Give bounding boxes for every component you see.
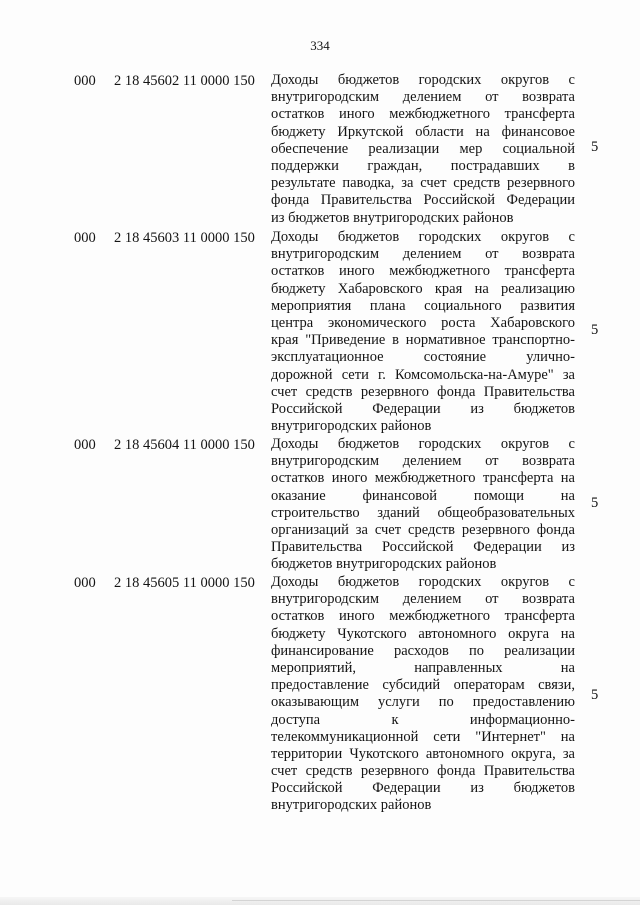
description-line: дорожной сети г. Комсомольска-на-Амуре" за (271, 366, 575, 383)
description-line: счет средств резервного фонда Правительства (271, 763, 575, 780)
description-line: остатков иного межбюджетного трансферта (271, 106, 575, 123)
page-number: 334 (310, 38, 330, 53)
admin-code: 000 (74, 575, 96, 591)
description-line: мероприятий, направленных на (271, 659, 575, 676)
description-line: телекоммуникационной сети "Интернет" на (271, 728, 575, 745)
amount: 5 (591, 322, 599, 338)
description-line: Доходы бюджетов городских округов с (271, 436, 575, 452)
description-line: эксплуатационное состояние улично- (271, 349, 575, 366)
description-line: Правительства Российской Федерации из (271, 539, 575, 556)
description-line: оказывающим услуги по предоставлению (271, 694, 575, 711)
description-line: внутригородским делением от возврата (271, 591, 575, 608)
description-line: центра экономического роста Хабаровского (271, 314, 575, 331)
description-line: остатков иного межбюджетного трансферта на (271, 470, 575, 487)
description-line: Доходы бюджетов городских округов с (271, 229, 575, 245)
description-line: счет средств резервного фонда Правительства (271, 383, 575, 400)
description-line: внутригородским делением от возврата (271, 246, 575, 263)
classification-code: 2 18 45604 11 0000 150 (114, 437, 255, 453)
scan-bottom-edge (0, 897, 640, 905)
description-line: поддержки граждан, пострадавших в (271, 157, 575, 174)
description-line: финансирование расходов по реализации (271, 642, 575, 659)
description-line: территории Чукотского автономного округа, за (271, 745, 575, 762)
scan-artifact-line (232, 900, 640, 901)
description-line: остатков иного межбюджетного трансферта (271, 608, 575, 625)
admin-code: 000 (74, 73, 96, 89)
description-line: внутригородских районов (271, 797, 432, 814)
description-line: бюджету Чукотского автономного округа на (271, 625, 575, 642)
description-line: строительство зданий общеобразовательных (271, 504, 575, 521)
description-line: края "Приведение в нормативное транспортно- (271, 332, 575, 349)
description-line: предоставление субсидий операторам связи, (271, 677, 575, 694)
entry-description (271, 574, 575, 815)
description-line: Российской Федерации из бюджетов (271, 780, 575, 797)
description-line: бюджету Иркутской области на финансовое (271, 123, 575, 140)
description-line: обеспечение реализации мер социальной (271, 140, 575, 157)
admin-code: 000 (74, 230, 96, 246)
description-line: остатков иного межбюджетного трансферта (271, 263, 575, 280)
description-line: Доходы бюджетов городских округов с (271, 574, 575, 590)
classification-code: 2 18 45605 11 0000 150 (114, 575, 255, 591)
description-line: внутригородских районов (271, 418, 432, 435)
description-line: Российской Федерации из бюджетов (271, 400, 575, 417)
description-line: внутригородским делением от возврата (271, 89, 575, 106)
amount: 5 (591, 495, 599, 511)
entry-description (271, 436, 575, 574)
description-line: бюджетов внутригородских районов (271, 556, 497, 573)
classification-code: 2 18 45603 11 0000 150 (114, 230, 255, 246)
amount: 5 (591, 687, 599, 703)
description-line: доступа к информационно- (271, 711, 575, 728)
description-line: результате паводка, за счет средств резервного (271, 175, 575, 192)
description-line: Доходы бюджетов городских округов с (271, 72, 575, 88)
description-line: бюджету Хабаровского края на реализацию (271, 280, 575, 297)
description-line: оказание финансовой помощи на (271, 487, 575, 504)
description-line: внутригородским делением от возврата (271, 453, 575, 470)
description-line: организаций за счет средств резервного фонда (271, 521, 575, 538)
entry-description (271, 72, 575, 227)
description-line: из бюджетов внутригородских районов (271, 209, 514, 226)
description-line: фонда Правительства Российской Федерации (271, 192, 575, 209)
amount: 5 (591, 139, 599, 155)
entry-description (271, 229, 575, 435)
classification-code: 2 18 45602 11 0000 150 (114, 73, 255, 89)
description-line: мероприятия плана социального развития (271, 297, 575, 314)
admin-code: 000 (74, 437, 96, 453)
